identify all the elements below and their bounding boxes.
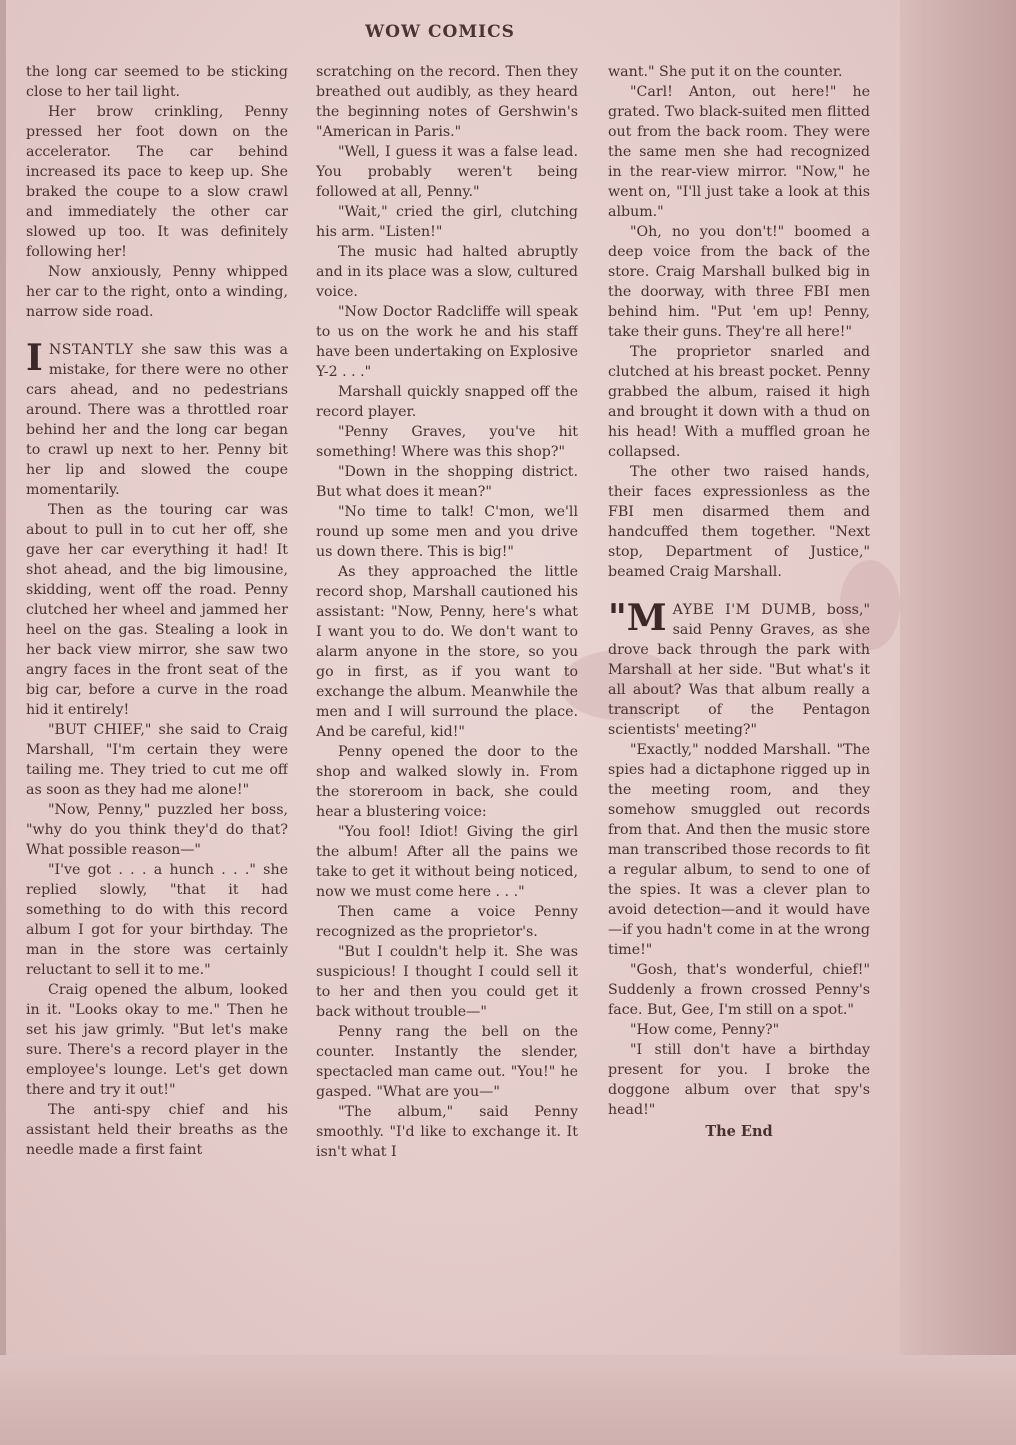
paragraph: The other two raised hands, their faces expressionless as the FBI men disarmed them and handcuffed them together. "Next stop, Department of Justice," beamed Craig Marshall.: [608, 464, 870, 580]
paragraph: The anti-spy chief and his assistant held their breaths as the needle made a first faint: [26, 1102, 288, 1158]
page-bottom-margin: [0, 1355, 1016, 1445]
drop-cap-letter: M: [626, 597, 667, 639]
paragraph: Penny opened the door to the shop and walked slowly in. From the storeroom in back, she could hear a blustering voice:: [316, 744, 578, 820]
page-left-edge: [0, 0, 6, 1445]
paragraph: Her brow crinkling, Penny pressed her foot down on the accelerator. The car behind increased its pace to keep up. She braked the coupe to a slow crawl and immediately the other car slowed up too. It was definitely following her!: [26, 104, 288, 260]
paragraph: Craig opened the album, looked in it. "Looks okay to me." Then he set his jaw grimly. "But let's make sure. There's a record player in the employee's lounge. Let's get down there and try it out!": [26, 982, 288, 1098]
paragraph: "Now, Penny," puzzled her boss, "why do you think they'd do that? What possible reason—": [26, 802, 288, 858]
paragraph: "Wait," cried the girl, clutching his arm. "Listen!": [316, 204, 578, 240]
paragraph: "Well, I guess it was a false lead. You probably weren't being followed at all, Penny.": [316, 144, 578, 200]
paragraph: "But I couldn't help it. She was suspicious! I thought I could sell it to her and then you could get it back without trouble—": [316, 944, 578, 1020]
paragraph: "I've got . . . a hunch . . ." she replied slowly, "that it had something to do with this record album I got for your birthday. The man in the store was certainly reluctant to sell it to me.": [26, 862, 288, 978]
paragraph: "Now Doctor Radcliffe will speak to us on the work he and his staff have been undertaking on Explosive Y-2 . . .": [316, 304, 578, 380]
paragraph: "Down in the shopping district. But what does it mean?": [316, 464, 578, 500]
paragraph: "I still don't have a birthday present for you. I broke the doggone album over that spy's head!": [608, 1042, 870, 1118]
paragraph: "Gosh, that's wonderful, chief!" Suddenly a frown crossed Penny's face. But, Gee, I'm still on a spot.": [608, 962, 870, 1018]
text-column-2: [316, 62, 578, 1352]
paragraph: Now anxiously, Penny whipped her car to the right, onto a winding, narrow side road.: [26, 264, 288, 320]
paragraph: "Carl! Anton, out here!" he grated. Two black-suited men flitted out from the back room. They were the same men she had recognized in the rear-view mirror. "Now," he went on, "I'll just take a look at this album.": [608, 84, 870, 220]
paragraph: "Oh, no you don't!" boomed a deep voice from the back of the store. Craig Marshall bulked big in the doorway, with three FBI men behind him. "Put 'em up! Penny, take their guns. They're all here!": [608, 224, 870, 340]
paragraph-dropcap: [26, 337, 288, 500]
paragraph: Penny rang the bell on the counter. Instantly the slender, spectacled man came out. "You!" he gasped. "What are you—": [316, 1024, 578, 1100]
lead-in: AYBE I'M DUMB,: [672, 602, 817, 618]
text-column-3: [608, 62, 870, 1352]
paragraph: Marshall quickly snapped off the record player.: [316, 384, 578, 420]
paragraph: "The album," said Penny smoothly. "I'd like to exchange it. It isn't what I: [316, 1104, 578, 1160]
drop-cap: I: [26, 337, 43, 379]
paragraph: want." She put it on the counter.: [608, 64, 843, 80]
text-column-1: [26, 62, 288, 1352]
page-header: WOW COMICS: [365, 22, 515, 42]
paragraph: scratching on the record. Then they breathed out audibly, as they heard the beginning notes of Gershwin's "American in Paris.": [316, 64, 578, 140]
paragraph-dropcap: [608, 597, 870, 740]
drop-cap-quote: ": [608, 597, 627, 639]
paragraph: Then came a voice Penny recognized as the proprietor's.: [316, 904, 578, 940]
lead-in: NSTANTLY: [48, 342, 134, 358]
paragraph: "Exactly," nodded Marshall. "The spies had a dictaphone rigged up in the meeting room, and they somehow smuggled out records from that. And then the music store man transcribed those records to fit a regular album, to send to one of the spies. It was a clever plan to avoid detection—and it would have—if you hadn't come in at the wrong time!": [608, 742, 870, 958]
paragraph: Then as the touring car was about to pull in to cut her off, she gave her car everything it had! It shot ahead, and the big limousine, skidding, went off the road. Penny clutched her wheel and jammed her heel on the gas. Stealing a look in her back view mirror, she saw two angry faces in the front seat of the big car, before a curve in the road hid it entirely!: [26, 502, 288, 718]
paragraph: "No time to talk! C'mon, we'll round up some men and you drive us down there. This is big!": [316, 504, 578, 560]
paragraph: the long car seemed to be sticking close to her tail light.: [26, 64, 288, 100]
paragraph: "Penny Graves, you've hit something! Where was this shop?": [316, 424, 578, 460]
paragraph-text: she saw this was a mistake, for there were no other cars ahead, and no pedestrians around. There was a throttled roar behind her and the long car began to crawl up next to her. Penny bit her lip and slowed the coupe momentarily.: [26, 342, 288, 498]
paragraph: "How come, Penny?": [630, 1022, 780, 1038]
paragraph: The proprietor snarled and clutched at his breast pocket. Penny grabbed the album, raised it high and brought it down with a thud on his head! With a muffled groan he collapsed.: [608, 344, 870, 460]
paragraph: As they approached the little record shop, Marshall cautioned his assistant: "Now, Penny, here's what I want you to do. We don't want to alarm anyone in the store, so you go in first, as if you want to exchange the album. Meanwhile the men and I will surround the place. And be careful, kid!": [316, 564, 578, 740]
drop-cap: [608, 597, 667, 639]
paragraph-text: boss," said Penny Graves, as she drove back through the park with Marshall at her side. "But what's it all about? Was that album really a transcript of the Pentagon scientists' meeting?": [608, 602, 870, 738]
the-end-label: The End: [705, 1123, 773, 1140]
page-right-margin: [900, 0, 1016, 1445]
paragraph: "You fool! Idiot! Giving the girl the album! After all the pains we take to get it without being noticed, now we must come here . . .": [316, 824, 578, 900]
paragraph: "BUT CHIEF," she said to Craig Marshall, "I'm certain they were tailing me. They tried to cut me off as soon as they had me alone!": [26, 722, 288, 798]
paragraph: The music had halted abruptly and in its place was a slow, cultured voice.: [316, 244, 578, 300]
